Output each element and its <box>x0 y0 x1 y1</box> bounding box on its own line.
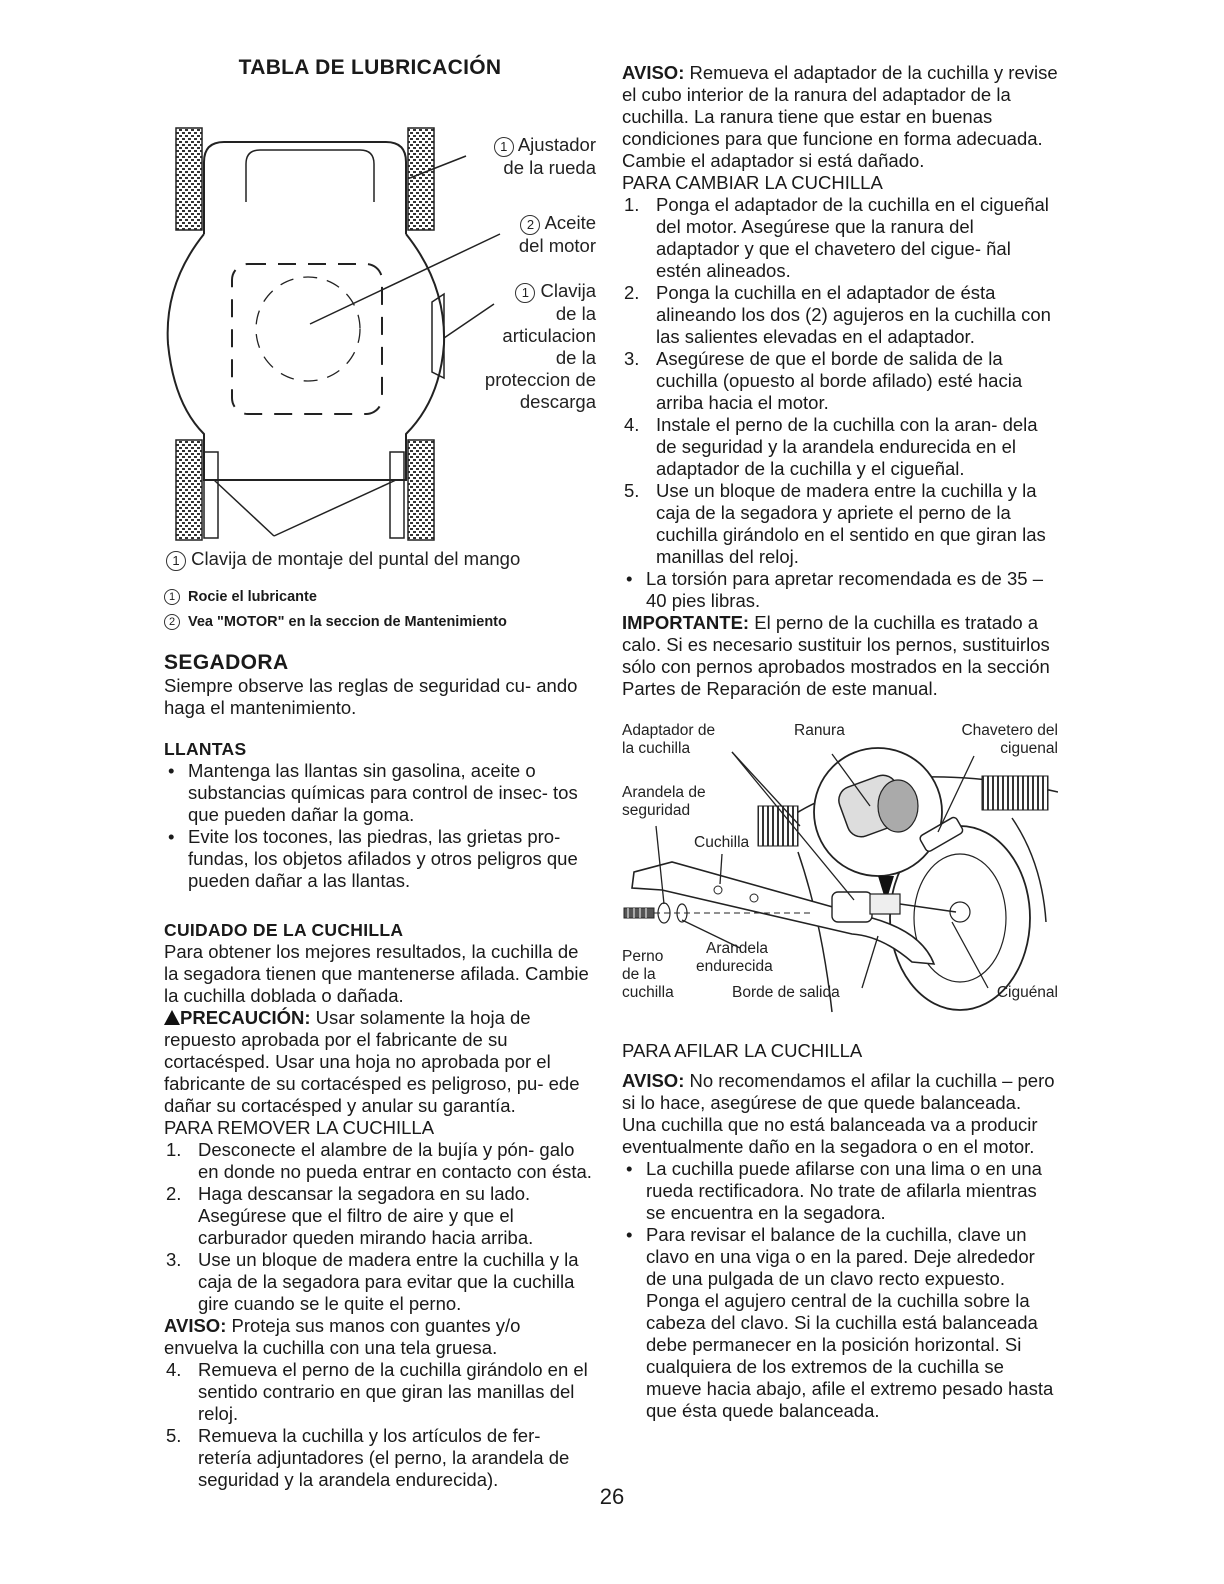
fig-label-hardened-washer <box>696 940 773 976</box>
list-item <box>622 348 1058 414</box>
callout-engine-oil <box>470 212 596 257</box>
aviso-label: AVISO: <box>622 1070 685 1091</box>
lubrication-table-title: TABLA DE LUBRICACIÓN <box>238 56 502 79</box>
bullet-icon: • <box>168 826 175 847</box>
step-number: 4. <box>166 1359 182 1380</box>
fig-label-text: seguridad <box>622 802 691 819</box>
caution-paragraph <box>164 1007 596 1117</box>
step-text: Ponga el adaptador de la cuchilla en el cigueñal del motor. Asegúrese que la ranura del adaptador y que el chavetero del cigue- ñal estén alineados. <box>656 194 1049 281</box>
fig-label-blade-bolt <box>622 948 674 1002</box>
importante-paragraph <box>622 612 1058 700</box>
step-number: 4. <box>624 414 640 435</box>
fig-label-text: endurecida <box>696 958 773 975</box>
aviso-sharpen-paragraph <box>622 1070 1058 1158</box>
aviso-adapter-paragraph <box>622 62 1058 172</box>
fig-label-slot <box>794 722 845 740</box>
list-item-text: La cuchilla puede afilarse con una lima o en una rueda rectificadora. No trate de afilarla mientras se encuentra en la segadora. <box>646 1158 1042 1223</box>
torque-list <box>622 568 1058 612</box>
lubrication-note <box>164 586 596 608</box>
fig-label-text: ciguenal <box>1000 740 1058 757</box>
change-heading: PARA CAMBIAR LA CUCHILLA <box>622 172 883 193</box>
caution-text: Usar solamente la hoja de repuesto aprobada por el fabricante de su cortacésped. Usar una hoja no aprobada por el fabricante de su cortacésped es peligroso, pu- ede dañar su cortacésped y anular su garantía. <box>164 1007 580 1116</box>
page-number: 26 <box>599 1484 625 1509</box>
change-steps-list <box>622 194 1058 568</box>
callout-text: de la rueda <box>503 157 596 178</box>
callout-handle-strut-pin <box>166 548 596 571</box>
list-item <box>622 282 1058 348</box>
fig-label-trailing-edge <box>732 984 840 1002</box>
step-number: 3. <box>166 1249 182 1270</box>
step-text: Remueva la cuchilla y los artículos de fer- retería adjuntadores (el perno, la arandela de seguridad y la arandela endurecida). <box>198 1425 570 1490</box>
fig-label-text: Adaptador de <box>622 722 716 739</box>
sharpen-list <box>622 1158 1058 1422</box>
aviso-text: Proteja sus manos con guantes y/o envuelva la cuchilla con una tela gruesa. <box>164 1315 521 1358</box>
list-item <box>622 1158 1058 1224</box>
note-text: Vea "MOTOR" en la seccion de Mantenimiento <box>188 614 507 630</box>
llantas-heading: LLANTAS <box>164 739 247 759</box>
list-item-text: Para revisar el balance de la cuchilla, clave un clavo en una viga o en la pared. Deje alrededor de una pulgada de un clavo recto expuesto. Ponga el agujero central de la cuchilla sobre la cabeza del clavo. Si la cuchilla está balanceada debe permanecer en la posición horizontal. Si cualquiera de los extremos de la cuchilla se mueve hacia abajo, afile el extremo pesado hasta que ésta quede balanceada. <box>646 1224 1054 1421</box>
fig-label-text: Borde de salida <box>732 984 840 1001</box>
step-text: Desconecte el alambre de la bujía y pón- galo en donde no pueda entrar en contacto con ésta. <box>198 1139 592 1182</box>
callout-wheel-adjuster <box>470 134 596 179</box>
fig-label-text: de la <box>622 966 656 983</box>
step-text: Haga descansar la segadora en su lado. Asegúrese que el filtro de aire y que el carburador queden mirando hacia arriba. <box>198 1183 534 1248</box>
list-item <box>164 760 596 826</box>
callout-text: Clavija de montaje del puntal del mango <box>191 548 521 569</box>
lubrication-diagram <box>164 84 596 569</box>
fig-label-text: Cuchilla <box>694 834 750 851</box>
list-item-text: La torsión para apretar recomendada es de 35 – 40 pies libras. <box>646 568 1043 611</box>
callout-number: 2 <box>520 215 540 235</box>
fig-label-text: Ciguénal <box>996 984 1058 1001</box>
aviso-label: AVISO: <box>164 1315 227 1336</box>
fig-label-text: Arandela de <box>622 784 706 801</box>
aviso-label: AVISO: <box>622 62 685 83</box>
fig-label-blade-adapter <box>622 722 715 758</box>
step-text: Use un bloque de madera entre la cuchilla y la caja de la segadora para evitar que la cuchilla gire cuando se le quite el perno. <box>198 1249 579 1314</box>
llantas-list <box>164 760 596 892</box>
lubrication-note <box>164 611 596 633</box>
list-item <box>164 1139 596 1183</box>
fig-label-text: Chavetero del <box>961 722 1058 739</box>
callout-number: 1 <box>494 137 514 157</box>
bullet-icon: • <box>626 1224 633 1245</box>
step-number: 3. <box>624 348 640 369</box>
list-item <box>622 480 1058 568</box>
list-item <box>164 1183 596 1249</box>
step-text: Ponga la cuchilla en el adaptador de ésta alineando los dos (2) agujeros en la cuchilla con las salientes elevadas en el adaptador. <box>656 282 1051 347</box>
list-item <box>622 568 1058 612</box>
fig-label-text: Arandela <box>706 940 769 957</box>
left-column <box>164 56 596 1491</box>
step-number: 1. <box>166 1139 182 1160</box>
fig-label-text: Ranura <box>794 722 845 739</box>
lubrication-notes <box>164 586 596 633</box>
callout-text: descarga <box>519 391 596 412</box>
step-text: Remueva el perno de la cuchilla girándolo en el sentido contrario en que giran las manillas del reloj. <box>198 1359 588 1424</box>
fig-label-lock-washer <box>622 784 706 820</box>
remove-steps-list <box>164 1139 596 1315</box>
fig-label-text: Perno <box>622 948 664 965</box>
step-number: 5. <box>624 480 640 501</box>
importante-label: IMPORTANTE: <box>622 612 750 633</box>
list-item-text: Mantenga las llantas sin gasolina, aceite o substancias químicas para control de insec- tos que pueden dañar la goma. <box>188 760 578 825</box>
fig-label-crankshaft-key <box>961 722 1058 758</box>
callout-text: Aceite <box>544 212 596 233</box>
step-text: Asegúrese de que el borde de salida de la cuchilla (opuesto al borde afilado) esté hacia arriba hacia el motor. <box>656 348 1023 413</box>
callout-text: articulacion <box>502 325 596 346</box>
callout-text: Clavija <box>540 280 596 301</box>
list-item <box>164 1359 596 1425</box>
aviso-text: No recomendamos el afilar la cuchilla – pero si lo hace, asegúrese de que quede balanceada. Una cuchilla que no está balanceada va a producir eventualmente daño en la segadora o en el motor. <box>622 1070 1055 1157</box>
bullet-icon: • <box>168 760 175 781</box>
list-item <box>164 826 596 892</box>
step-text: Instale el perno de la cuchilla con la aran- dela de seguridad y la arandela endurecida en el adaptador de la cuchilla y el cigueñal. <box>656 414 1038 479</box>
aviso-text: Remueva el adaptador de la cuchilla y revise el cubo interior de la ranura del adaptador de la cuchilla. La ranura tiene que estar en buenas condiciones para que funcione en forma adecuada. Cambie el adaptador si está dañado. <box>622 62 1058 171</box>
step-number: 2. <box>624 282 640 303</box>
step-number: 1. <box>624 194 640 215</box>
list-item <box>622 194 1058 282</box>
fig-label-crankshaft <box>997 984 1058 1002</box>
segadora-heading: SEGADORA <box>164 651 289 674</box>
cuidado-heading: CUIDADO DE LA CUCHILLA <box>164 920 404 940</box>
step-number: 2. <box>166 1183 182 1204</box>
list-item <box>164 1425 596 1491</box>
fig-label-text: la cuchilla <box>622 740 691 757</box>
caution-label: PRECAUCIÓN: <box>180 1007 311 1028</box>
list-item <box>622 414 1058 480</box>
list-item-text: Evite los tocones, las piedras, las grietas pro- fundas, los objetos afilados y otros peligros que pueden dañar a las llantas. <box>188 826 578 891</box>
fig-label-text: cuchilla <box>622 984 674 1001</box>
callout-number: 1 <box>166 551 186 571</box>
step-text: Use un bloque de madera entre la cuchilla y la caja de la segadora y apriete el perno de la cuchilla girándolo en el sentido en que giran las manillas del reloj. <box>656 480 1046 567</box>
bullet-icon: • <box>626 568 633 589</box>
callout-text: del motor <box>518 235 596 256</box>
callout-text: de la <box>555 303 596 324</box>
callout-number: 1 <box>515 283 535 303</box>
note-number: 2 <box>164 614 180 630</box>
bullet-icon: • <box>626 1158 633 1179</box>
right-column <box>622 62 1058 1422</box>
note-number: 1 <box>164 589 180 605</box>
list-item <box>622 1224 1058 1422</box>
callout-text: proteccion de <box>484 369 596 390</box>
blade-assembly-illustration <box>622 722 1058 1022</box>
warning-triangle-icon <box>164 1010 180 1025</box>
remove-heading: PARA REMOVER LA CUCHILLA <box>164 1117 435 1138</box>
step-number: 5. <box>166 1425 182 1446</box>
fig-label-blade <box>694 834 749 852</box>
callout-text: de la <box>555 347 596 368</box>
sharpen-heading: PARA AFILAR LA CUCHILLA <box>622 1040 863 1061</box>
callout-text: Ajustador <box>517 134 596 155</box>
callout-discharge-guard-pin <box>454 280 596 413</box>
remove-steps-list-continued <box>164 1359 596 1491</box>
segadora-intro: Siempre observe las reglas de seguridad cu- ando haga el mantenimiento. <box>164 675 578 718</box>
list-item <box>164 1249 596 1315</box>
blade-assembly-figure <box>622 722 1058 1022</box>
note-text: Rocie el lubricante <box>188 589 317 605</box>
aviso-paragraph <box>164 1315 596 1359</box>
importante-text: El perno de la cuchilla es tratado a calo. Si es necesario sustituir los pernos, sustituirlos sólo con pernos aprobados mostrados en la sección Partes de Reparación de este manual. <box>622 612 1050 699</box>
cuidado-intro: Para obtener los mejores resultados, la cuchilla de la segadora tienen que mantenerse afilada. Cambie la cuchilla doblada o dañada. <box>164 941 589 1006</box>
